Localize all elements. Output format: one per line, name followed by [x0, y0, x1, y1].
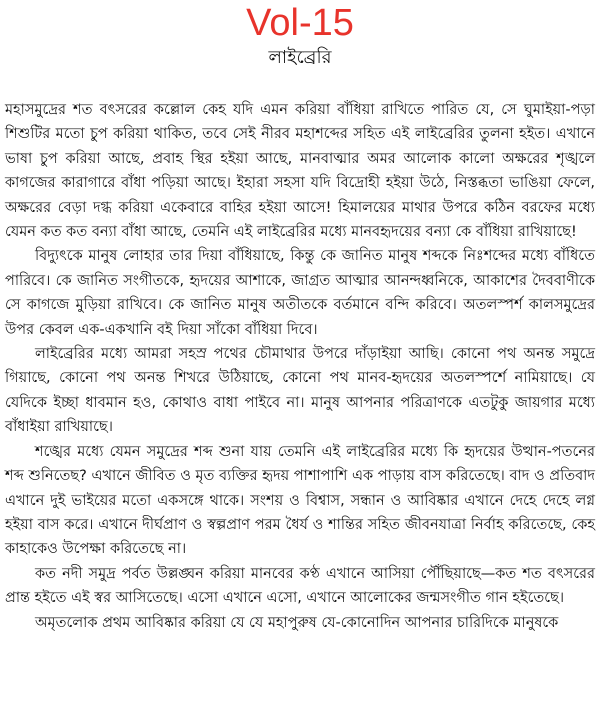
paragraph-3: লাইব্রেরির মধ্যে আমরা সহস্র পথের চৌমাথার উপরে দাঁড়াইয়া আছি। কোনো পথ অনন্ত সমুদ্রে গিয়াছে, কোনো পথ অনন্ত শিখরে উঠিয়াছে, কোনো পথ মানব-হৃদয়ের অতলস্পর্শে নামিয়াছে। যে যেদিকে ইচ্ছা ধাবমান হও, কোথাও বাধা পাইবে না। মানুষ আপনার পরিত্রাণকে এতটুকু জায়গার মধ্যে বাঁধাইয়া রাখিয়াছে। [5, 346, 595, 436]
paragraph-1: মহাসমুদ্রের শত বৎসরের কল্লোল কেহ যদি এমন করিয়া বাঁধিয়া রাখিতে পারিত যে, সে ঘুমাইয়া-পড়া শিশুটির মতো চুপ করিয়া থাকিত, তবে সেই নীরব মহাশব্দের সহিত এই লাইব্রেরির তুলনা হইত। এখানে ভাষা চুপ করিয়া আছে, প্রবাহ স্থির হইয়া আছে, মানবাত্মার অমর আলোক কালো অক্ষরের শৃঙ্খলে কাগজের কারাগারে বাঁধা পড়িয়া আছে। ইহারা সহসা যদি বিদ্রোহী হইয়া উঠে, নিস্তব্ধতা ভাঙিয়া ফেলে, অক্ষরের বেড়া দগ্ধ করিয়া একেবারে বাহির হইয়া আসে! হিমালয়ের মাথার উপরে কঠিন বরফের মধ্যে যেমন কত কত বন্যা বাঁধা আছে, তেমনি এই লাইব্রেরির মধ্যে মানবহৃদয়ের বন্যা কে বাঁধিয়া রাখিয়াছে! [5, 102, 595, 241]
volume-label: Vol-15 [246, 2, 354, 44]
paragraph-5: কত নদী সমুদ্র পর্বত উল্লঙ্ঘন করিয়া মানবের কণ্ঠ এখানে আসিয়া পৌঁছিয়াছে—কত শত বৎসরের প্রান্ত হইতে এই স্বর আসিতেছে। এসো এখানে এসো, এখানে আলোকের জন্মসংগীত গান হইতেছে। [5, 565, 595, 607]
paragraph-2: বিদ্যুৎকে মানুষ লোহার তার দিয়া বাঁধিয়াছে, কিন্তু কে জানিত মানুষ শব্দকে নিঃশব্দের মধ্যে বাঁধিতে পারিবে। কে জানিত সংগীতকে, হৃদয়ের আশাকে, জাগ্রত আত্মার আনন্দধ্বনিকে, আকাশের দৈববাণীকে সে কাগজে মুড়িয়া রাখিবে। কে জানিত মানুষ অতীতকে বর্তমানে বন্দি করিবে। অতলস্পর্শ কালসমুদ্রের উপর কেবল এক-একখানি বই দিয়া সাঁকো বাঁধিয়া দিবে। [5, 248, 595, 338]
paragraph-6: অমৃতলোক প্রথম আবিষ্কার করিয়া যে যে মহাপুরুষ যে-কোনোদিন আপনার চারিদিকে মানুষকে [35, 614, 559, 631]
paragraph-4: শঙ্খের মধ্যে যেমন সমুদ্রের শব্দ শুনা যায় তেমনি এই লাইব্রেরির মধ্যে কি হৃদয়ের উত্থান-পতনের শব্দ শুনিতেছ? এখানে জীবিত ও মৃত ব্যক্তির হৃদয় পাশাপাশি এক পাড়ায় বাস করিতেছে। বাদ ও প্রতিবাদ এখানে দুই ভাইয়ের মতো একসঙ্গে থাকে। সংশয় ও বিশ্বাস, সন্ধান ও আবিষ্কার এখানে দেহে দেহে লগ্ন হইয়া বাস করে। এখানে দীর্ঘপ্রাণ ও স্বল্পপ্রাণ পরম ধৈর্য ও শান্তির সহিত জীবনযাত্রা নির্বাহ করিতেছে, কেহ কাহাকেও উপেক্ষা করিতেছে না। [5, 443, 595, 558]
essay-title: লাইব্রেরি [268, 47, 332, 68]
essay-body [5, 98, 595, 635]
